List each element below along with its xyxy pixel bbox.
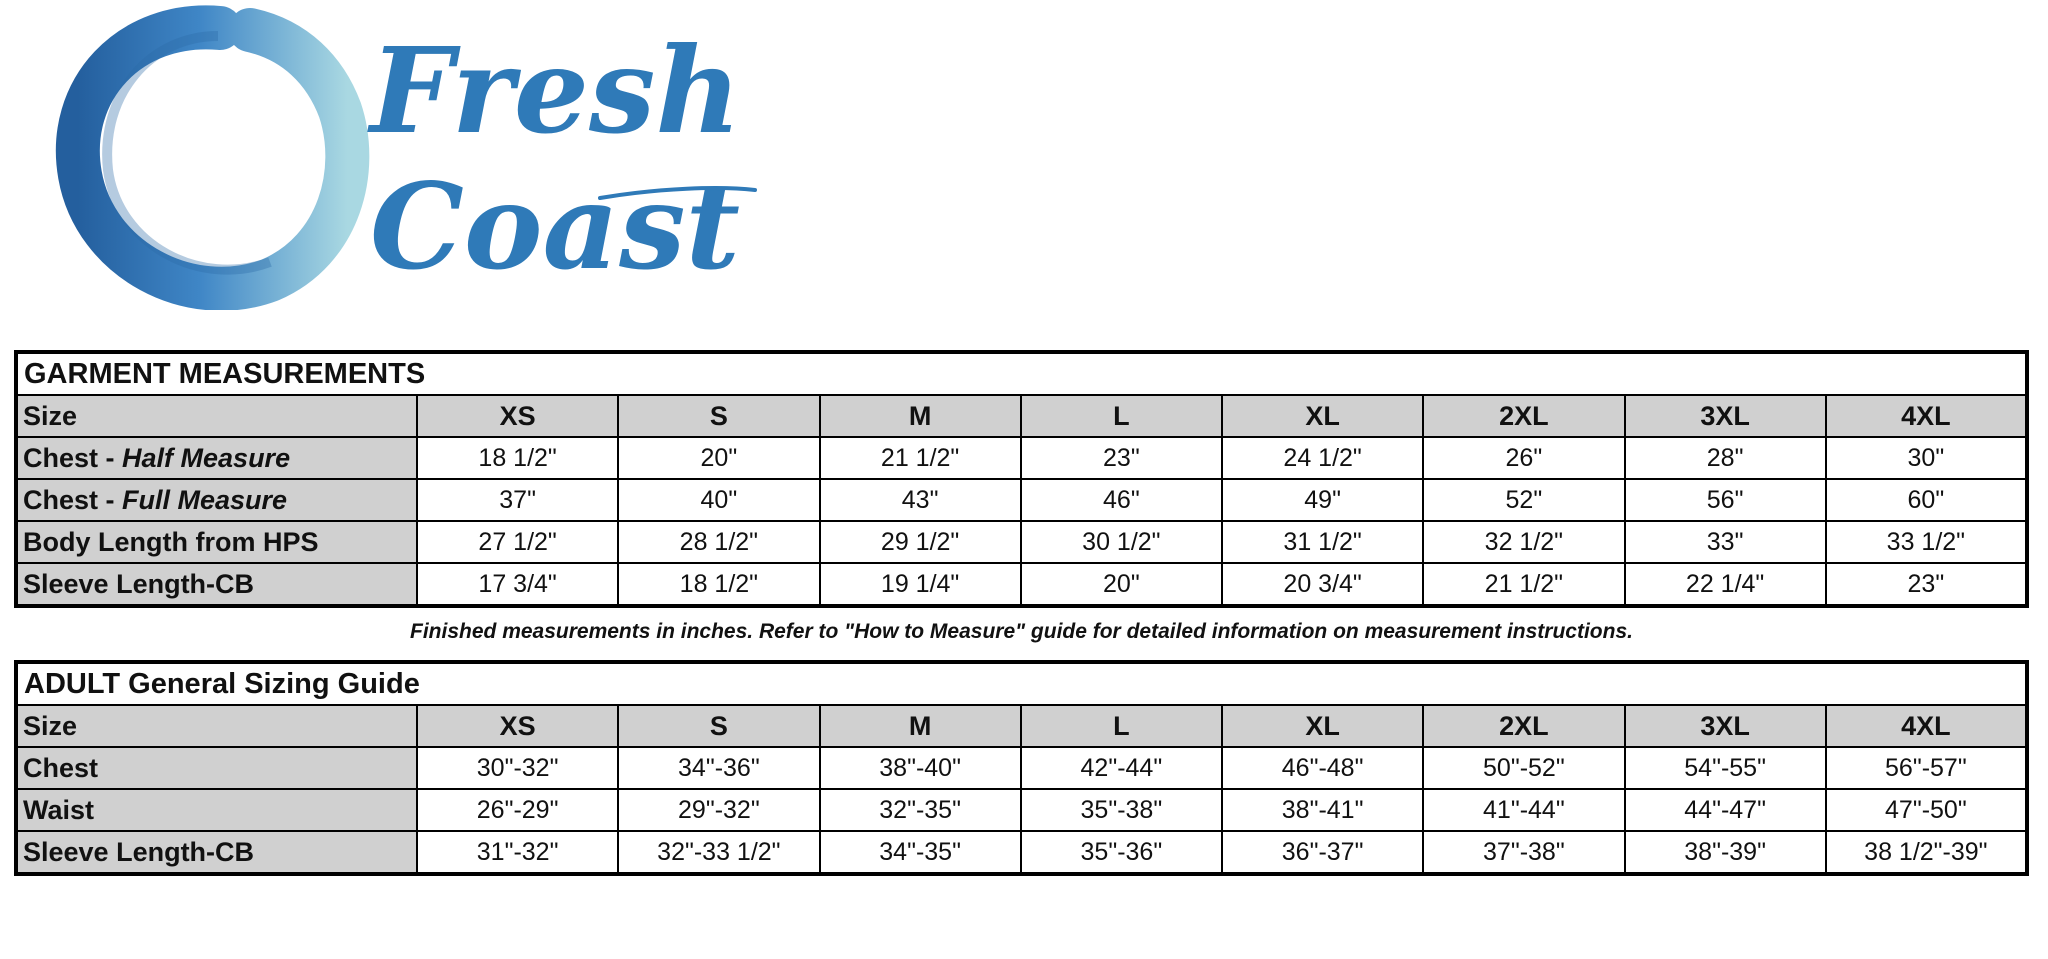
size-m: M	[820, 705, 1021, 747]
garment-table-title: GARMENT MEASUREMENTS	[16, 352, 2027, 395]
table-cell: 33 1/2"	[1826, 521, 2027, 563]
table-cell: 28"	[1625, 437, 1826, 479]
table-cell: 50"-52"	[1423, 747, 1624, 789]
table-cell: 56"	[1625, 479, 1826, 521]
table-cell: 30 1/2"	[1021, 521, 1222, 563]
table-row	[16, 563, 2027, 606]
row-label-sleeve-length: Sleeve Length-CB	[16, 563, 417, 606]
table-cell: 56"-57"	[1826, 747, 2027, 789]
row-label-chest: Chest	[16, 747, 417, 789]
table-cell: 32"-35"	[820, 789, 1021, 831]
size-xs: XS	[417, 705, 618, 747]
size-xs: XS	[417, 395, 618, 437]
row-label-body-length: Body Length from HPS	[16, 521, 417, 563]
table-row	[16, 831, 2027, 874]
size-xl: XL	[1222, 705, 1423, 747]
table-cell: 17 3/4"	[417, 563, 618, 606]
table-cell: 43"	[820, 479, 1021, 521]
size-4xl: 4XL	[1826, 395, 2027, 437]
table-cell: 38 1/2"-39"	[1826, 831, 2027, 874]
table-cell: 23"	[1826, 563, 2027, 606]
measurement-note: Finished measurements in inches. Refer to "How to Measure" guide for detailed information on measurement instructions.	[410, 620, 1633, 643]
table-cell: 37"	[417, 479, 618, 521]
table-cell: 41"-44"	[1423, 789, 1624, 831]
brand-logo-graphic	[40, 0, 760, 310]
table-cell: 28 1/2"	[618, 521, 819, 563]
table-cell: 32 1/2"	[1423, 521, 1624, 563]
enso-circle-icon	[78, 27, 348, 288]
table-cell: 21 1/2"	[820, 437, 1021, 479]
table-cell: 20"	[1021, 563, 1222, 606]
size-4xl: 4XL	[1826, 705, 2027, 747]
table-cell: 29 1/2"	[820, 521, 1021, 563]
row-label-chest-full: Chest - Full Measure	[16, 479, 417, 521]
table-cell: 38"-41"	[1222, 789, 1423, 831]
table-row	[16, 521, 2027, 563]
size-2xl: 2XL	[1423, 395, 1624, 437]
table-cell: 42"-44"	[1021, 747, 1222, 789]
table-cell: 24 1/2"	[1222, 437, 1423, 479]
size-m: M	[820, 395, 1021, 437]
size-3xl: 3XL	[1625, 395, 1826, 437]
size-xl: XL	[1222, 395, 1423, 437]
table-cell: 21 1/2"	[1423, 563, 1624, 606]
table-cell: 35"-36"	[1021, 831, 1222, 874]
table-cell: 18 1/2"	[618, 563, 819, 606]
size-l: L	[1021, 395, 1222, 437]
garment-measurements-table	[14, 350, 2029, 608]
table-cell: 52"	[1423, 479, 1624, 521]
table-cell: 32"-33 1/2"	[618, 831, 819, 874]
table-row	[16, 789, 2027, 831]
size-label: Size	[16, 705, 417, 747]
table-cell: 22 1/4"	[1625, 563, 1826, 606]
size-label: Size	[16, 395, 417, 437]
table-cell: 40"	[618, 479, 819, 521]
table-cell: 20 3/4"	[1222, 563, 1423, 606]
table-cell: 33"	[1625, 521, 1826, 563]
table-cell: 35"-38"	[1021, 789, 1222, 831]
row-label-chest-half: Chest - Half Measure	[16, 437, 417, 479]
table-cell: 20"	[618, 437, 819, 479]
size-header-row	[16, 395, 2027, 437]
brand-name-line2: Coast	[370, 157, 741, 296]
table-cell: 30"	[1826, 437, 2027, 479]
table-cell: 26"-29"	[417, 789, 618, 831]
size-2xl: 2XL	[1423, 705, 1624, 747]
brand-logo	[40, 0, 760, 310]
table-cell: 26"	[1423, 437, 1624, 479]
table-cell: 54"-55"	[1625, 747, 1826, 789]
table-cell: 19 1/4"	[820, 563, 1021, 606]
table-cell: 34"-36"	[618, 747, 819, 789]
size-header-row	[16, 705, 2027, 747]
table-cell: 29"-32"	[618, 789, 819, 831]
brand-name-line1: Fresh	[370, 21, 742, 160]
table-cell: 36"-37"	[1222, 831, 1423, 874]
table-cell: 23"	[1021, 437, 1222, 479]
table-cell: 60"	[1826, 479, 2027, 521]
table-cell: 31 1/2"	[1222, 521, 1423, 563]
table-cell: 47"-50"	[1826, 789, 2027, 831]
table-cell: 38"-39"	[1625, 831, 1826, 874]
table-cell: 46"-48"	[1222, 747, 1423, 789]
row-label-sleeve-length: Sleeve Length-CB	[16, 831, 417, 874]
size-l: L	[1021, 705, 1222, 747]
table-cell: 37"-38"	[1423, 831, 1624, 874]
table-cell: 18 1/2"	[417, 437, 618, 479]
table-cell: 27 1/2"	[417, 521, 618, 563]
size-s: S	[618, 395, 819, 437]
table-cell: 38"-40"	[820, 747, 1021, 789]
size-s: S	[618, 705, 819, 747]
table-row	[16, 437, 2027, 479]
table-cell: 44"-47"	[1625, 789, 1826, 831]
table-cell: 46"	[1021, 479, 1222, 521]
table-cell: 49"	[1222, 479, 1423, 521]
table-row	[16, 747, 2027, 789]
adult-table-title: ADULT General Sizing Guide	[16, 662, 2027, 705]
size-3xl: 3XL	[1625, 705, 1826, 747]
adult-sizing-table	[14, 660, 2029, 876]
table-cell: 34"-35"	[820, 831, 1021, 874]
table-row	[16, 479, 2027, 521]
table-cell: 30"-32"	[417, 747, 618, 789]
row-label-waist: Waist	[16, 789, 417, 831]
table-cell: 31"-32"	[417, 831, 618, 874]
